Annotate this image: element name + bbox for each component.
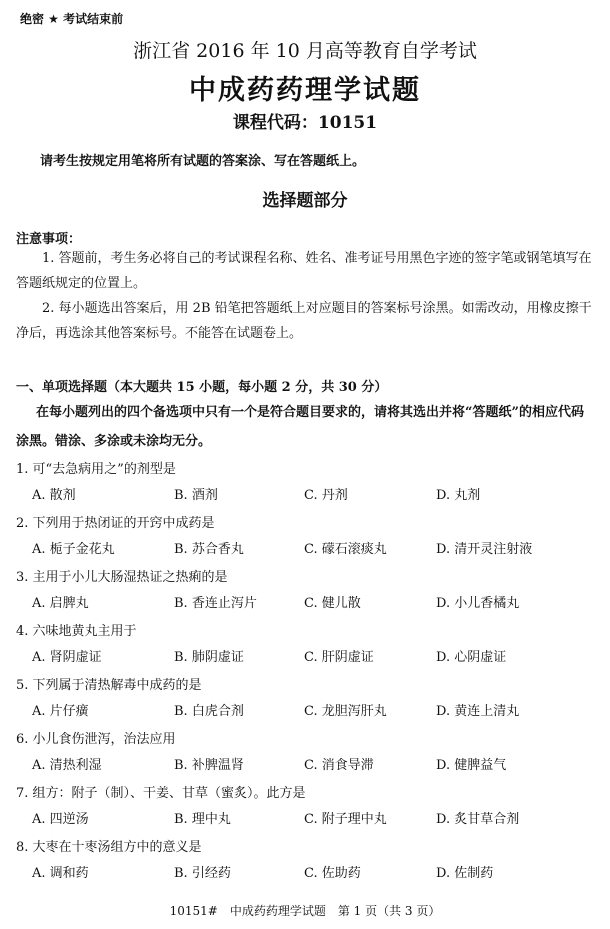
note-item: 2. 每小题选出答案后，用 2B 铅笔把答题纸上对应题目的答案标号涂黑。如需改动，用橡皮擦干净后，再选涂其他答案标号。不能答在试题卷上。 [16, 301, 592, 341]
question-option: D. 心阴虚证 [436, 650, 507, 665]
question-option: C. 附子理中丸 [304, 812, 387, 827]
question-option: C. 礞石滚痰丸 [304, 542, 387, 557]
question-option: A. 栀子金花丸 [32, 542, 115, 557]
question-option: B. 补脾温肾 [174, 758, 244, 773]
question-option: C. 佐助药 [304, 866, 361, 881]
question-option: A. 片仔癀 [32, 704, 89, 719]
question-option: D. 健脾益气 [436, 758, 507, 773]
question-option: C. 健儿散 [304, 596, 361, 611]
question-option: A. 清热利湿 [32, 758, 102, 773]
question-stem: 4. 六味地黄丸主用于 [16, 624, 137, 639]
question-option: B. 肺阴虚证 [174, 650, 244, 665]
question-option: D. 佐制药 [436, 866, 494, 881]
question-option: A. 启脾丸 [32, 596, 89, 611]
question-option: C. 丹剂 [304, 488, 348, 503]
question-stem: 6. 小儿食伤泄泻，治法应用 [16, 732, 176, 747]
question-stem: 3. 主用于小儿大肠湿热证之热痢的是 [16, 570, 228, 585]
question-option: B. 引经药 [174, 866, 231, 881]
question-option: A. 调和药 [32, 866, 89, 881]
answer-instruction: 请考生按规定用笔将所有试题的答案涂、写在答题纸上。 [40, 154, 366, 169]
question-option: C. 龙胆泻肝丸 [304, 704, 387, 719]
question-option: D. 炙甘草合剂 [436, 812, 520, 827]
question-stem: 2. 下列用于热闭证的开窍中成药是 [16, 516, 215, 531]
section-heading: 一、单项选择题（本大题共 15 小题，每小题 2 分，共 30 分） [16, 380, 388, 395]
question-option: B. 白虎合剂 [174, 704, 244, 719]
question-option: A. 肾阴虚证 [32, 650, 102, 665]
question-option: C. 肝阴虚证 [304, 650, 374, 665]
question-option: C. 消食导滞 [304, 758, 374, 773]
part-title: 选择题部分 [262, 191, 348, 211]
question-stem: 1. 可“去急病用之”的剂型是 [16, 462, 176, 477]
question-option: D. 丸剂 [436, 488, 481, 503]
section-description: 在每小题列出的四个备选项中只有一个是符合题目要求的，请将其选出并将“答题纸”的相应代码涂黑。错涂、多涂或未涂均无分。 [16, 405, 584, 449]
subject-title: 中成药药理学试题 [189, 75, 421, 106]
question-stem: 5. 下列属于清热解毒中成药的是 [16, 678, 202, 693]
page-footer: 10151# 中成药药理学试题 第 1 页（共 3 页） [169, 904, 441, 918]
question-option: B. 理中丸 [174, 812, 231, 827]
question-option: B. 酒剂 [174, 488, 218, 503]
course-code: 课程代码：10151 [232, 113, 378, 133]
question-option: A. 四逆汤 [32, 812, 89, 827]
question-option: B. 香连止泻片 [174, 596, 257, 611]
exam-title: 浙江省 2016 年 10 月高等教育自学考试 [133, 40, 477, 62]
notes-heading: 注意事项： [16, 232, 82, 247]
note-item: 1. 答题前，考生务必将自己的考试课程名称、姓名、准考证号用黑色字迹的签字笔或钢笔填写在答题纸规定的位置上。 [16, 251, 592, 291]
question-stem: 8. 大枣在十枣汤组方中的意义是 [16, 840, 202, 855]
question-stem: 7. 组方：附子（制）、干姜、甘草（蜜炙）。此方是 [16, 786, 306, 801]
question-option: D. 清开灵注射液 [436, 542, 533, 557]
question-option: A. 散剂 [32, 488, 76, 503]
question-option: B. 苏合香丸 [174, 542, 244, 557]
secret-mark: 绝密 ★ 考试结束前 [20, 12, 124, 26]
question-option: D. 黄连上清丸 [436, 704, 520, 719]
question-option: D. 小儿香橘丸 [436, 596, 520, 611]
